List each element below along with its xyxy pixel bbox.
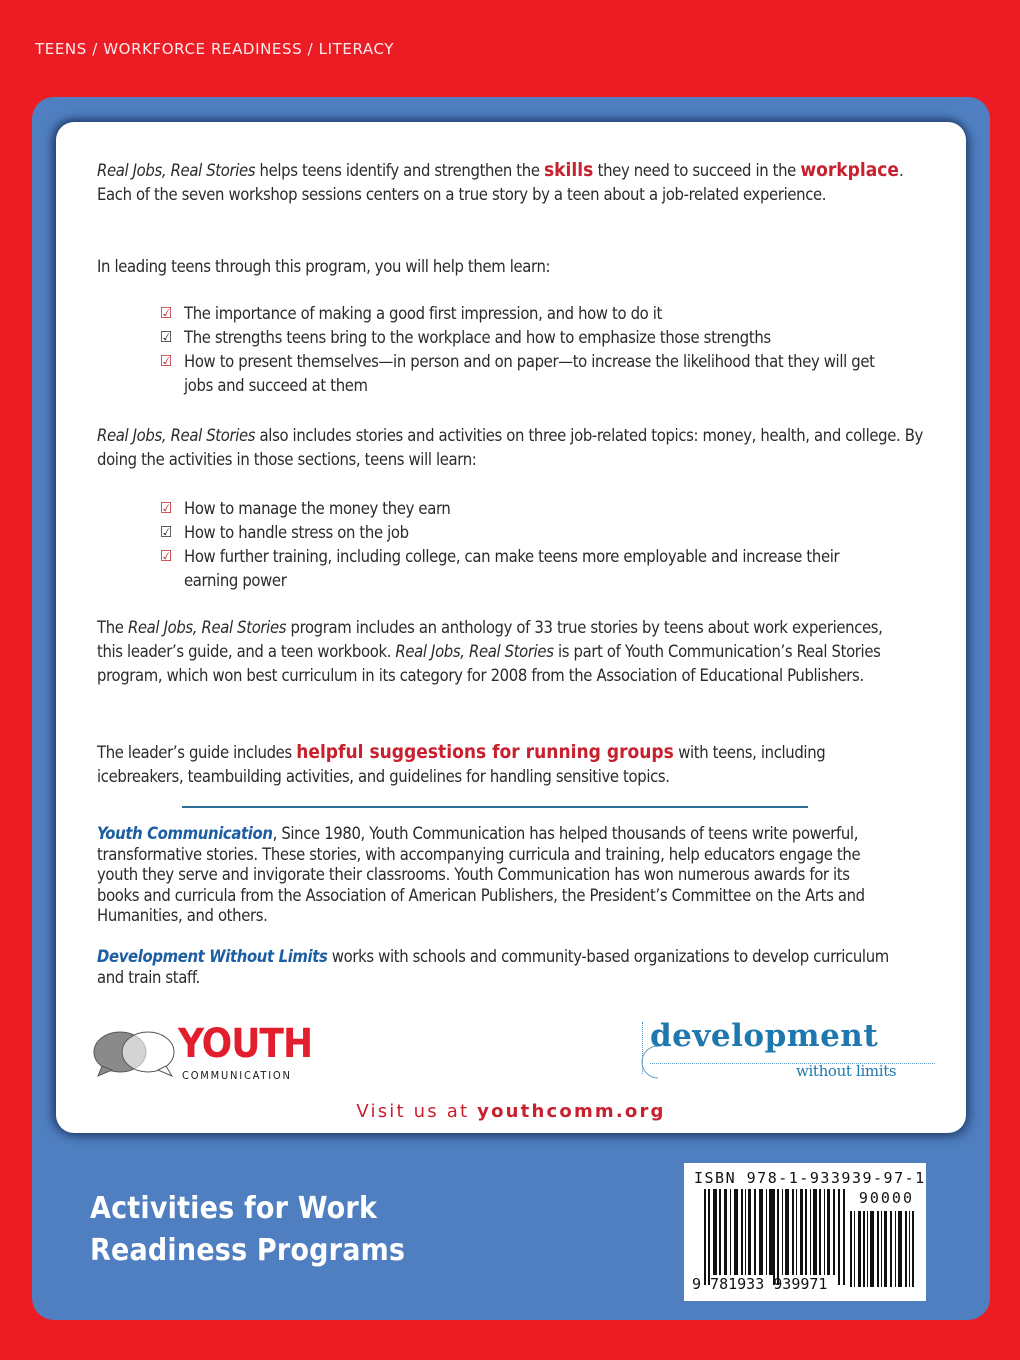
content-card	[56, 122, 966, 1133]
website-link[interactable]: youthcomm.org	[477, 1101, 666, 1122]
checkbox-checked-icon: ☑	[160, 499, 172, 517]
barcode-bars-icon	[704, 1189, 846, 1285]
topics-paragraph	[97, 424, 927, 472]
list-item: ☑ How to present themselves—in person and on paper—to increase the likelihood that they will get jobs and succeed at them	[160, 352, 875, 395]
list-item: ☑ How to handle stress on the job	[160, 523, 409, 542]
highlight-suggestions: helpful suggestions for running groups	[296, 741, 674, 763]
intro-text: . Each of the seven workshop sessions centers on a true story by a teen about a job-related experience.	[97, 161, 904, 204]
communication-logo-word: COMMUNICATION	[182, 1069, 292, 1082]
isbn-barcode	[684, 1163, 926, 1301]
topics-text: also includes stories and activities on three job-related topics: money, health, and college. By doing the activities in those sections, teens will learn:	[97, 426, 923, 469]
checkbox-checked-icon: ☑	[160, 547, 172, 565]
youth-communication-logo	[92, 1021, 332, 1082]
org-name-youth-communication: Youth Communication	[97, 824, 273, 843]
list-item: ☑ The strengths teens bring to the workplace and how to emphasize those strengths	[160, 328, 771, 347]
book-title: Real Jobs, Real Stories	[97, 161, 256, 180]
list-item: ☑ How to manage the money they earn	[160, 499, 451, 518]
intro-text: helps teens identify and strengthen the	[255, 161, 544, 180]
isbn-number: ISBN 978-1-933939-97-1	[694, 1169, 926, 1187]
youth-logo-word: YOUTH	[178, 1021, 313, 1067]
about-development-without-limits: Development Without Limits works with schools and community-based organizations to develop curriculum and train staff.	[97, 947, 889, 987]
development-logo-word: development	[650, 1018, 879, 1054]
checkbox-checked-icon: ☑	[160, 523, 172, 541]
learn-list	[160, 302, 880, 398]
highlight-workplace: workplace	[800, 159, 900, 181]
program-paragraph: The Real Jobs, Real Stories program includes an anthology of 33 true stories by teens about work experiences, this leader’s guide, and a teen workbook. Real Jobs, Real Stories is part of Youth Communication’s Real Stories program, which won best curriculum in its category for 2008 from the Association of Educational Publishers.	[97, 618, 883, 685]
topics-list	[160, 497, 880, 593]
guide-paragraph: The leader’s guide includes helpful suggestions for running groups with teens, including icebreakers, teambuilding activities, and guidelines for handling sensitive topics.	[97, 741, 826, 786]
intro-paragraph	[97, 158, 937, 207]
list-item: ☑ The importance of making a good first impression, and how to do it	[160, 304, 662, 323]
tagline-line-1: Activities for Work	[90, 1191, 378, 1226]
list-item: ☑ How further training, including college, can make teens more employable and increase their earning power	[160, 547, 840, 590]
intro-text: they need to succeed in the	[593, 161, 801, 180]
learn-intro: In leading teens through this program, you will help them learn:	[97, 257, 551, 276]
development-without-limits-logo	[628, 1018, 948, 1084]
about-youth-communication: Youth Communication, Since 1980, Youth Communication has helped thousands of teens write powerful, transformative stories. These stories, with accompanying curricula and training, help educators engage the youth they serve and invigorate their classrooms. Youth Communication has won numerous awards for its books and curricula from the Association of American Publishers, the President’s Committee on the Arts and Humanities, and others.	[97, 824, 865, 925]
org-name-dwl: Development Without Limits	[97, 947, 328, 966]
checkbox-checked-icon: ☑	[160, 304, 172, 322]
book-tagline	[90, 1188, 405, 1272]
category-breadcrumb: TEENS / WORKFORCE READINESS / LITERACY	[35, 40, 395, 58]
book-title: Real Jobs, Real Stories	[127, 618, 287, 637]
ean-digits: 9 781933 939971	[692, 1275, 828, 1293]
checkbox-checked-icon: ☑	[160, 328, 172, 346]
book-title: Real Jobs, Real Stories	[97, 426, 256, 445]
highlight-skills: skills	[543, 159, 594, 181]
checkbox-checked-icon: ☑	[160, 352, 172, 370]
book-title: Real Jobs, Real Stories	[395, 642, 554, 661]
without-limits-logo-word: without limits	[796, 1062, 897, 1080]
section-divider	[182, 806, 808, 808]
speech-bubbles-icon	[92, 1028, 176, 1080]
price-code: 90000	[858, 1189, 914, 1207]
tagline-line-2: Readiness Programs	[90, 1233, 406, 1268]
barcode-addon-bars-icon	[850, 1211, 914, 1287]
website-line: Visit us at youthcomm.org	[356, 1101, 666, 1122]
